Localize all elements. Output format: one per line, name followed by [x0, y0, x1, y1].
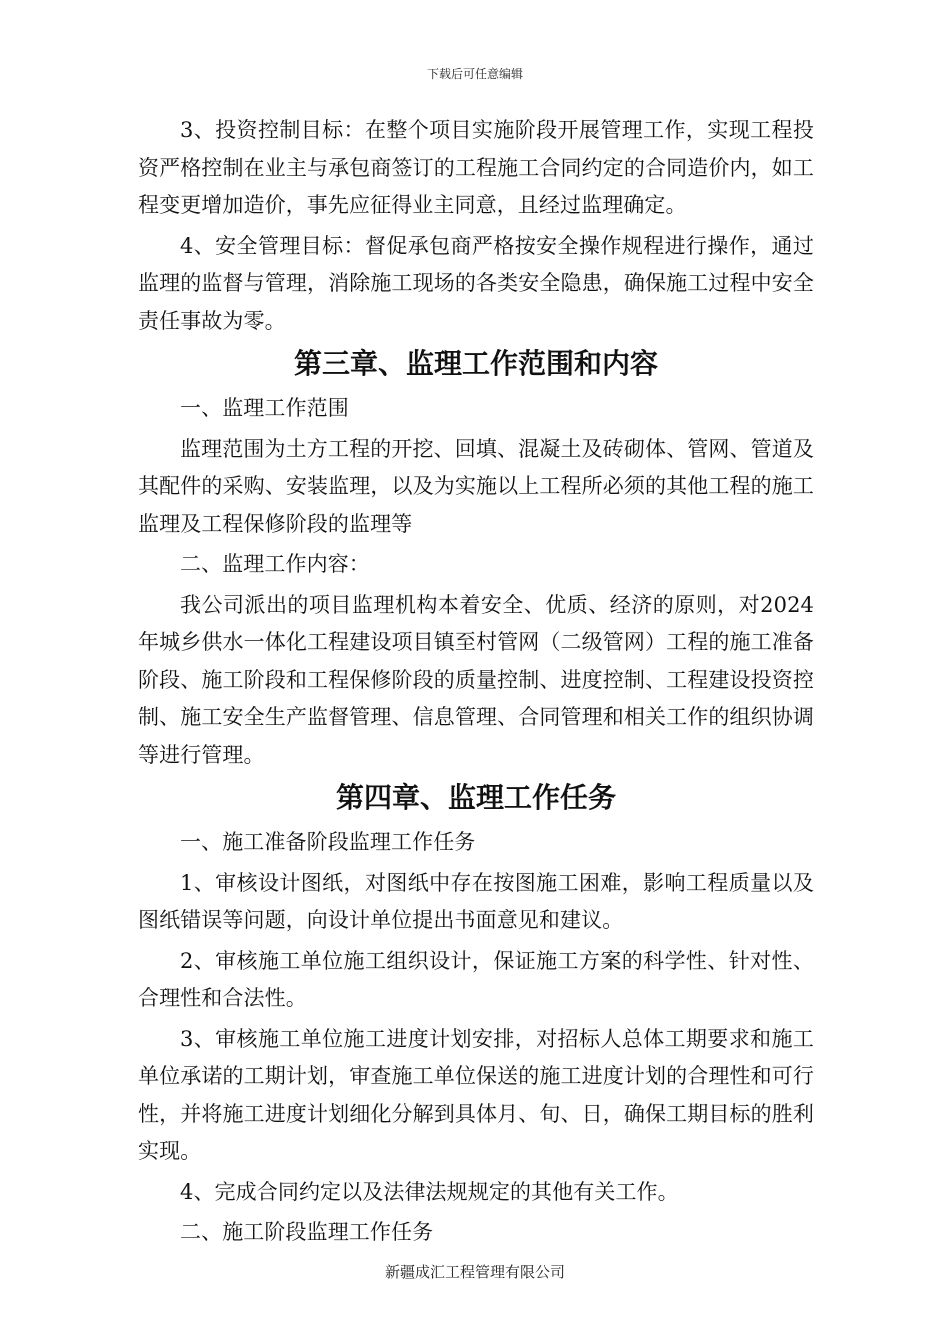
section-heading-scope: 一、监理工作范围: [180, 396, 349, 420]
paragraph-task-1: 1、审核设计图纸，对图纸中存在按图施工困难，影响工程质量以及图纸错误等问题，向设计单位提出书面意见和建议。: [138, 870, 814, 932]
page-header: 下载后可任意编辑: [426, 67, 523, 81]
paragraph-task-4: 4、完成合同约定以及法律法规规定的其他有关工作。: [180, 1179, 679, 1204]
chapter-4-title: 第四章、监理工作任务: [335, 781, 616, 814]
document-body: [138, 112, 814, 1255]
paragraph-content: 我公司派出的项目监理机构本着安全、优质、经济的原则，对2024年城乡供水一体化工程建设项目镇至村管网（二级管网）工程的施工准备阶段、施工阶段和工程保修阶段的质量控制、进度控制、工程建设投资控制、施工安全生产监督管理、信息管理、合同管理和相关工作的组织协调等进行管理。: [138, 592, 814, 767]
section-heading-construction: 二、施工阶段监理工作任务: [180, 1220, 434, 1244]
section-heading-preparation: 一、施工准备阶段监理工作任务: [180, 830, 476, 854]
chapter-3-title: 第三章、监理工作范围和内容: [293, 347, 658, 380]
paragraph-safety-target: 4、安全管理目标：督促承包商严格按安全操作规程进行操作，通过监理的监督与管理，消除施工现场的各类安全隐患，确保施工过程中安全责任事故为零。: [138, 233, 814, 333]
paragraph-scope: 监理范围为土方工程的开挖、回填、混凝土及砖砌体、管网、管道及其配件的采购、安装监理，以及为实施以上工程所必须的其他工程的施工监理及工程保修阶段的监理等: [138, 436, 814, 536]
paragraph-task-2: 2、审核施工单位施工组织设计，保证施工方案的科学性、针对性、合理性和合法性。: [138, 948, 814, 1010]
paragraph-investment-target: 3、投资控制目标：在整个项目实施阶段开展管理工作，实现工程投资严格控制在业主与承包商签订的工程施工合同约定的合同造价内，如工程变更增加造价，事先应征得业主同意，且经过监理确定。: [138, 118, 814, 217]
page-footer: 新疆成汇工程管理有限公司: [384, 1263, 565, 1281]
paragraph-task-3: 3、审核施工单位施工进度计划安排，对招标人总体工期要求和施工单位承诺的工期计划，审查施工单位保送的施工进度计划的合理性和可行性，并将施工进度计划细化分解到具体月、旬、日，确保工期目标的胜利实现。: [138, 1026, 814, 1163]
section-heading-content: 二、监理工作内容：: [180, 552, 370, 576]
